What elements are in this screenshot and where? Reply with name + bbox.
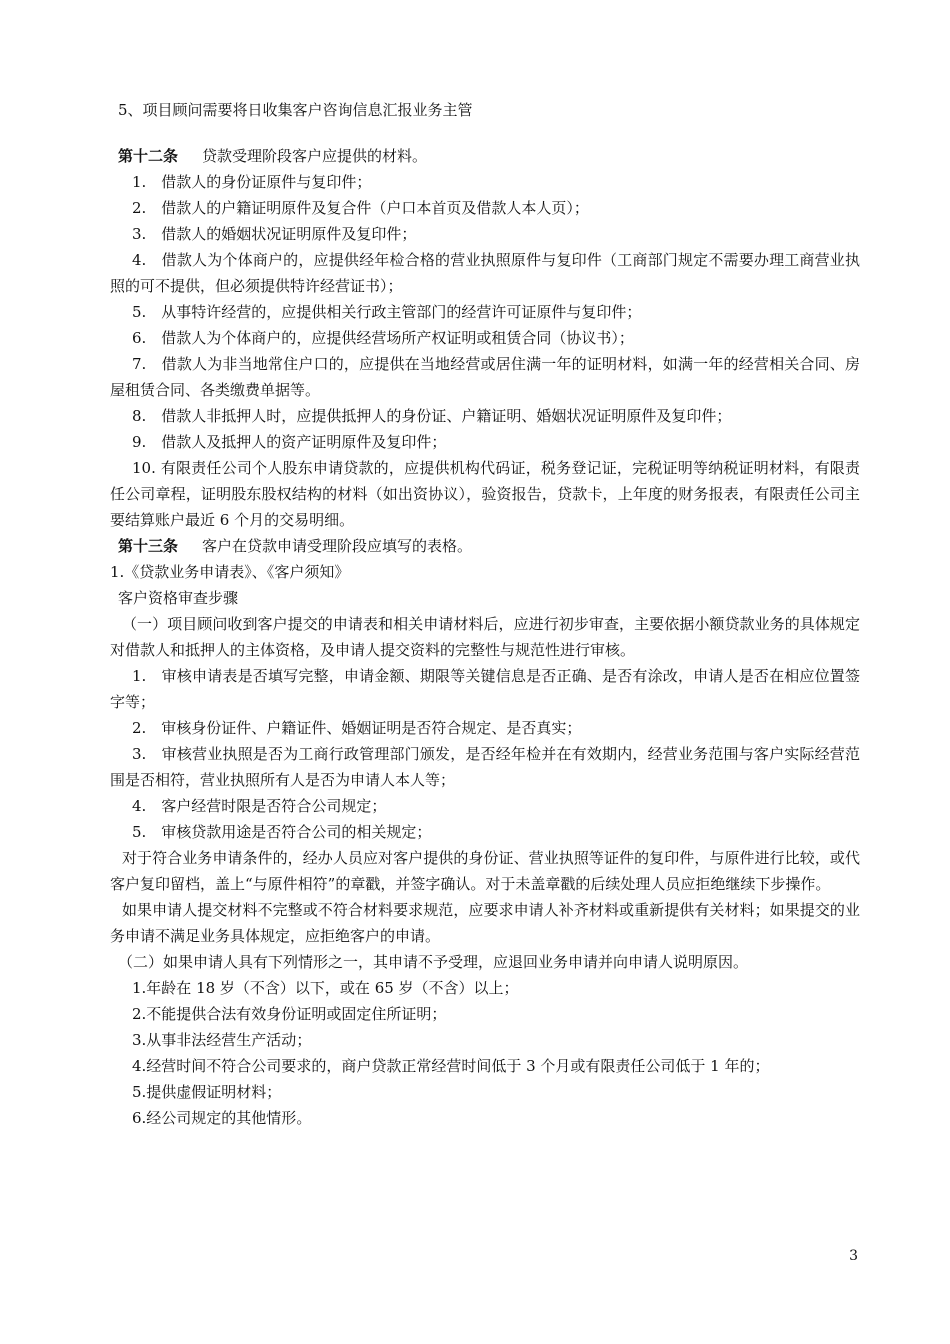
article-13-label: 第十三条	[118, 537, 179, 555]
list-item: 6.经公司规定的其他情形。	[132, 1109, 312, 1127]
list-item: 1.年龄在 18 岁（不含）以下，或在 65 岁（不含）以上；	[132, 979, 519, 997]
paragraph: （一）项目顾问收到客户提交的申请表和相关申请材料后，应进行初步审查，主要依据小额贷款业务的具体规定对借款人和抵押人的主体资格，及申请人提交资料的完整性与规范性进行审核。	[110, 615, 860, 659]
list-item: 2.不能提供合法有效身份证明或固定住所证明；	[132, 1005, 447, 1023]
list-item: 2. 审核身份证件、户籍证件、婚姻证明是否符合规定、是否真实；	[132, 719, 582, 737]
list-item: 4. 客户经营时限是否符合公司规定；	[132, 797, 387, 815]
intro-line: 5、项目顾问需要将日收集客户咨询信息汇报业务主管	[118, 101, 473, 119]
article-12-title: 贷款受理阶段客户应提供的材料。	[202, 147, 428, 165]
paragraph: 对于符合业务申请条件的，经办人员应对客户提供的身份证、营业执照等证件的复印件，与原件进行比较，或代客户复印留档，盖上“与原件相符”的章戳，并签字确认。对于未盖章戳的后续处理人员应拒绝继续下步操作。	[110, 849, 860, 893]
article-13-item-1: 1.《贷款业务申请表》、《客户须知》	[110, 563, 350, 581]
paragraph: 如果申请人提交材料不完整或不符合材料要求规范，应要求申请人补齐材料或重新提供有关材料；如果提交的业务申请不满足业务具体规定，应拒绝客户的申请。	[110, 901, 860, 945]
list-item: 10. 有限责任公司个人股东申请贷款的，应提供机构代码证，税务登记证，完税证明等纳税证明材料，有限责任公司章程，证明股东股权结构的材料（如出资协议），验资报告，贷款卡，上年度的财务报表，有限责任公司主要结算账户最近 6 个月的交易明细。	[110, 459, 860, 529]
list-item: 5. 从事特许经营的，应提供相关行政主管部门的经营许可证原件与复印件；	[132, 303, 642, 321]
paragraph: （二）如果申请人具有下列情形之一，其申请不予受理，应退回业务申请并向申请人说明原因。	[118, 953, 749, 971]
article-12-heading	[110, 143, 860, 169]
subheading: 客户资格审查步骤	[118, 589, 239, 607]
list-item: 1. 借款人的身份证原件与复印件；	[132, 173, 372, 191]
list-item: 3.从事非法经营生产活动；	[132, 1031, 312, 1049]
list-item: 6. 借款人为个体商户的，应提供经营场所产权证明或租赁合同（协议书）；	[132, 329, 634, 347]
article-13-heading	[110, 533, 860, 559]
list-item: 2. 借款人的户籍证明原件及复合件（户口本首页及借款人本人页）；	[132, 199, 589, 217]
list-item: 9. 借款人及抵押人的资产证明原件及复印件；	[132, 433, 447, 451]
list-item: 3. 审核营业执照是否为工商行政管理部门颁发，是否经年检并在有效期内，经营业务范围与客户实际经营范围是否相符，营业执照所有人是否为申请人本人等；	[110, 745, 860, 789]
page-number: 3	[849, 1248, 858, 1264]
list-item: 7. 借款人为非当地常住户口的，应提供在当地经营或居住满一年的证明材料，如满一年的经营相关合同、房屋租赁合同、各类缴费单据等。	[110, 355, 860, 399]
list-item: 4. 借款人为个体商户的，应提供经年检合格的营业执照原件与复印件（工商部门规定不需要办理工商营业执照的可不提供，但必须提供特许经营证书）；	[110, 251, 860, 295]
list-item: 1. 审核申请表是否填写完整，申请金额、期限等关键信息是否正确、是否有涂改，申请人是否在相应位置签字等；	[110, 667, 860, 711]
list-item: 5. 审核贷款用途是否符合公司的相关规定；	[132, 823, 432, 841]
list-item: 4.经营时间不符合公司要求的，商户贷款正常经营时间低于 3 个月或有限责任公司低于 1 年的；	[132, 1057, 770, 1075]
article-12-label: 第十二条	[118, 147, 179, 165]
list-item: 8. 借款人非抵押人时，应提供抵押人的身份证、户籍证明、婚姻状况证明原件及复印件；	[132, 407, 732, 425]
list-item: 3. 借款人的婚姻状况证明原件及复印件；	[132, 225, 417, 243]
article-13-title: 客户在贷款申请受理阶段应填写的表格。	[202, 537, 473, 555]
list-item: 5.提供虚假证明材料；	[132, 1083, 282, 1101]
